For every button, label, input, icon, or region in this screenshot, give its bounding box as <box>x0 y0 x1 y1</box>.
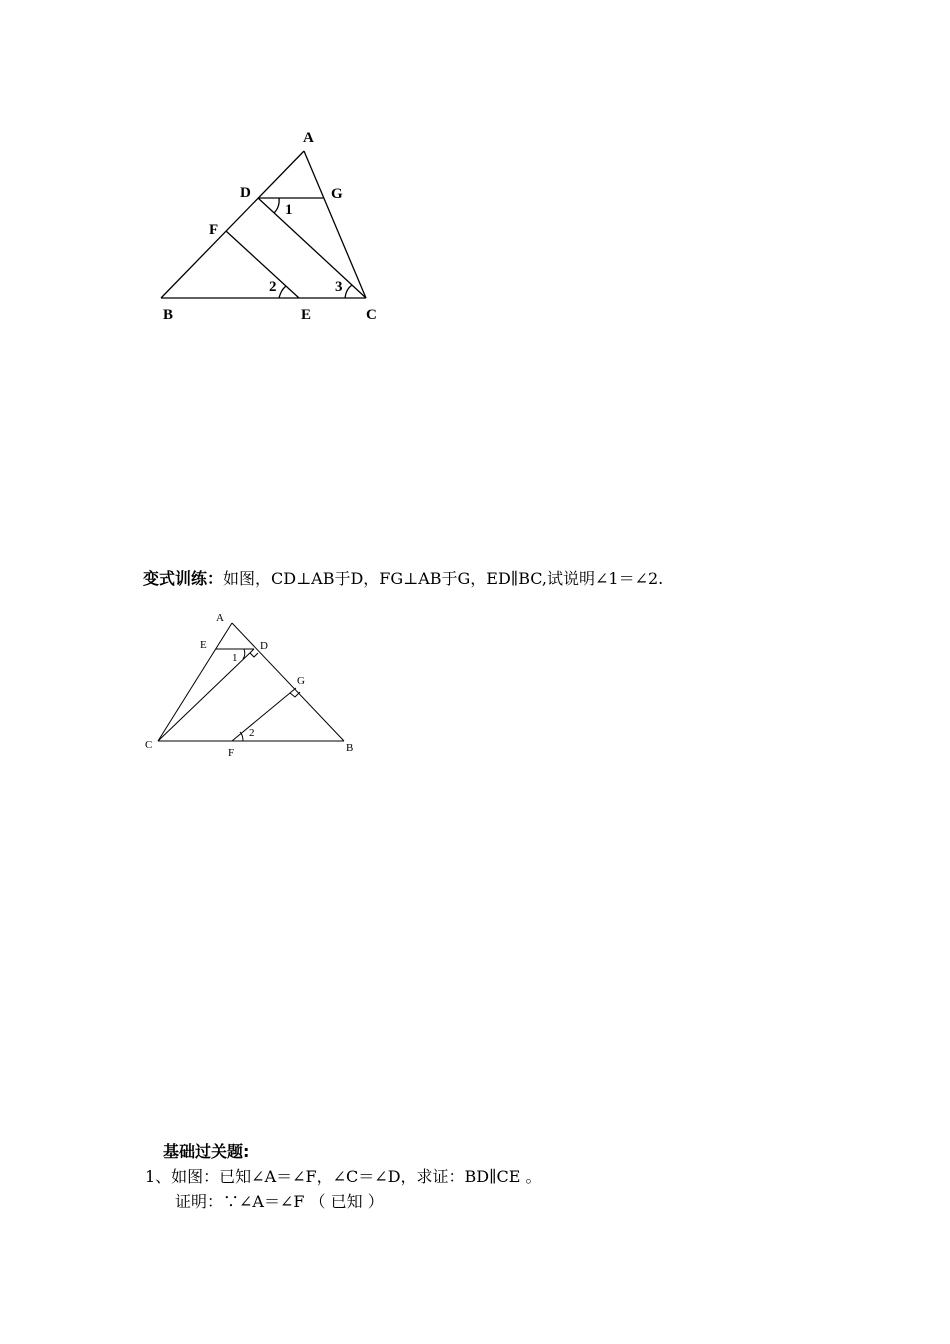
label-1: 1 <box>285 202 293 218</box>
label-D: D <box>260 640 268 652</box>
label-E: E <box>301 307 312 323</box>
label-D: D <box>240 185 251 201</box>
label-3: 3 <box>335 279 343 295</box>
basics-heading: 基础过关题: <box>163 1142 250 1161</box>
label-A: A <box>303 130 314 146</box>
label-B: B <box>163 307 174 323</box>
label-C: C <box>145 739 153 751</box>
label-G: G <box>331 186 343 202</box>
variant-body: 如图，CD⊥AB于D，FG⊥AB于G，ED∥BC,试说明∠1＝∠2. <box>223 569 664 588</box>
proof-line-1: 证明：∵∠A＝∠F （ 已知 ） <box>175 1192 384 1211</box>
label-2: 2 <box>269 279 277 295</box>
question-1: 1、如图：已知∠A＝∠F，∠C＝∠D，求证：BD∥CE 。 <box>145 1167 542 1186</box>
segment-AC <box>158 623 232 741</box>
label-F: F <box>209 222 219 238</box>
label-C: C <box>366 307 377 323</box>
label-G: G <box>297 675 305 687</box>
label-A: A <box>216 612 224 624</box>
label-2: 2 <box>249 727 255 739</box>
segment-AB <box>232 623 344 741</box>
label-1: 1 <box>232 652 238 664</box>
angle-2-arc <box>240 732 243 741</box>
label-F: F <box>228 747 235 759</box>
label-E: E <box>200 639 207 651</box>
segment-CD <box>158 649 254 741</box>
label-B: B <box>346 742 354 754</box>
right-angle-D <box>250 653 258 657</box>
segment-FG <box>232 688 296 741</box>
variant-heading: 变式训练： <box>143 569 224 588</box>
